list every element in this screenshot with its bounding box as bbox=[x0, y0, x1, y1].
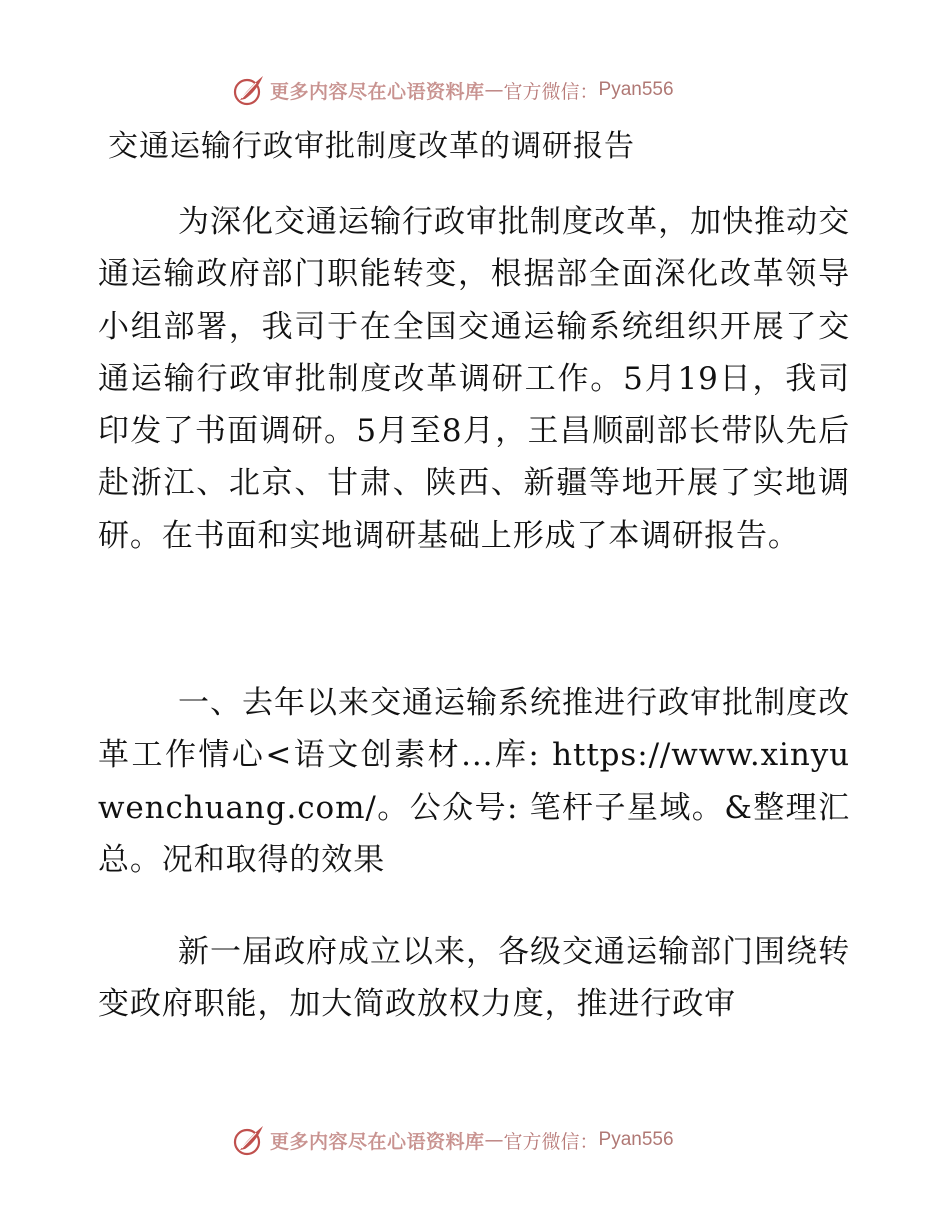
body-paragraph: 为深化交通运输行政审批制度改革，加快推动交通运输政府部门职能转变，根据部全面深化改革领导小组部署，我司于在全国交通运输系统组织开展了交通运输行政审批制度改革调研工作。5月19日，我司印发了书面调研。5月至8月，王昌顺副部长带队先后赴浙江、北京、甘肃、陕西、新疆等地开展了实地调研。在书面和实地调研基础上形成了本调研报告。 bbox=[98, 204, 850, 554]
banner-wechat-label: 官方微信： bbox=[503, 80, 599, 103]
banner-wechat-id: Pyan556 bbox=[598, 79, 674, 100]
feather-pen-logo-icon bbox=[232, 1123, 266, 1157]
banner-dash: — bbox=[484, 1129, 504, 1151]
document-title: 交通运输行政审批制度改革的调研报告 bbox=[108, 129, 635, 164]
feather-pen-logo-icon bbox=[232, 73, 266, 107]
banner-dash: — bbox=[484, 79, 504, 101]
body-paragraph: 新一届政府成立以来，各级交通运输部门围绕转变政府职能，加大简政放权力度，推进行政审 bbox=[98, 934, 850, 1023]
header-watermark-banner bbox=[232, 73, 712, 107]
banner-wechat-id: Pyan556 bbox=[598, 1129, 674, 1150]
banner-main-text: 更多内容尽在心语资料库 bbox=[270, 1130, 485, 1153]
banner-main-text: 更多内容尽在心语资料库 bbox=[270, 80, 485, 103]
banner-wechat-label: 官方微信： bbox=[503, 1130, 599, 1153]
body-paragraph: 一、去年以来交通运输系统推进行政审批制度改革工作情心<语文创素材...库: https://www.xinyuwenchuang.com/。公众号: 笔杆子星域。&整理汇总。况和取得的效果 bbox=[98, 685, 850, 878]
footer-watermark-banner bbox=[232, 1123, 712, 1157]
